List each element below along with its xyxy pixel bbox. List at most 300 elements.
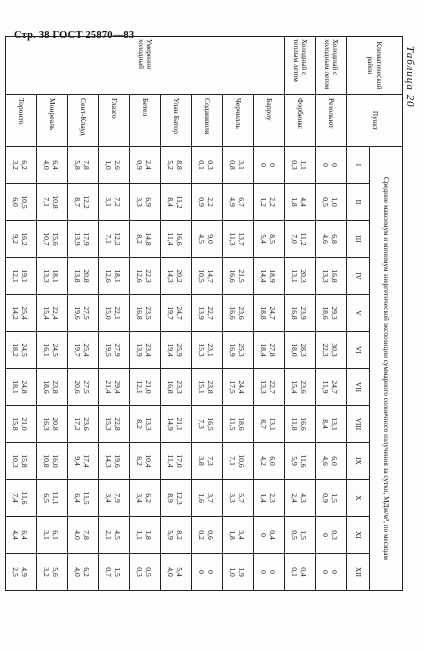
min-value: 8,4 [166, 197, 175, 207]
min-value: 0,5 [321, 197, 330, 207]
value-cell [254, 480, 285, 517]
page-header: Стр. 38 ГОСТ 25870—83 [14, 30, 135, 41]
min-value: 5,9 [290, 456, 299, 466]
value-cell [68, 369, 99, 406]
month-header-7: VII [347, 369, 370, 406]
value-cell [192, 258, 223, 295]
value-cell [161, 406, 192, 443]
max-value: 17,4 [81, 454, 91, 468]
value-cell [254, 295, 285, 332]
max-value: 4,3 [298, 493, 308, 503]
max-value: 22,3 [143, 269, 153, 283]
value-cell [99, 221, 130, 258]
region-header: Климатический район [347, 37, 403, 95]
value-cell [161, 221, 192, 258]
min-value: 12,1 [135, 380, 144, 394]
min-value: 0,2 [197, 530, 206, 540]
max-value: 27,9 [112, 343, 122, 357]
min-value: 13,3 [321, 269, 330, 283]
month-header-8: VIII [347, 406, 370, 443]
value-cell [37, 369, 68, 406]
min-value: 0,9 [135, 160, 144, 170]
value-cell [161, 295, 192, 332]
min-value: 12,1 [11, 269, 20, 283]
max-value: 5,6 [50, 567, 60, 577]
value-cell [130, 369, 161, 406]
min-value: 10,7 [42, 232, 51, 246]
value-cell [99, 443, 130, 480]
min-value: 12,6 [104, 269, 113, 283]
value-cell [285, 443, 316, 480]
max-value: 3,4 [236, 530, 246, 540]
value-cell [254, 258, 285, 295]
table-row [99, 37, 130, 591]
max-value: 18,9 [267, 269, 277, 283]
value-cell [68, 295, 99, 332]
value-cell [6, 147, 37, 184]
point-name: Улан Батор [161, 95, 192, 147]
max-value: 25,4 [19, 306, 29, 320]
min-value: 0,5 [290, 530, 299, 540]
min-value: 3,4 [135, 493, 144, 503]
min-value: 6,0 [11, 197, 20, 207]
min-value: 14,2 [11, 306, 20, 320]
max-value: 0 [329, 163, 339, 167]
value-cell [37, 443, 68, 480]
max-value: 2,6 [112, 160, 122, 170]
value-cell [223, 184, 254, 221]
max-value: 13,1 [329, 417, 339, 431]
max-value: 20,2 [174, 269, 184, 283]
max-value: 22,7 [267, 380, 277, 394]
value-cell [37, 258, 68, 295]
min-value: 3,1 [42, 530, 51, 540]
max-value: 16,6 [174, 232, 184, 246]
value-cell [223, 295, 254, 332]
min-value: 10,5 [197, 269, 206, 283]
value-cell [316, 295, 347, 332]
max-value: 1,5 [329, 493, 339, 503]
max-value: 7,9 [112, 493, 122, 503]
max-value: 14,8 [143, 232, 153, 246]
min-value: 11,8 [290, 417, 299, 431]
min-value: 15,3 [104, 417, 113, 431]
max-value: 23,6 [298, 380, 308, 394]
table-row [68, 37, 99, 591]
value-cell [192, 332, 223, 369]
value-cell [130, 221, 161, 258]
value-cell [192, 517, 223, 554]
max-value: 27,8 [267, 343, 277, 357]
value-cell [316, 258, 347, 295]
value-cell [68, 332, 99, 369]
table-row [6, 37, 37, 591]
value-cell [68, 443, 99, 480]
value-cell [6, 443, 37, 480]
value-cell [68, 480, 99, 517]
min-value: 5,9 [166, 530, 175, 540]
min-value: 7,1 [228, 456, 237, 466]
min-value: 0,3 [135, 567, 144, 577]
min-value: 15,1 [197, 380, 206, 394]
max-value: 23,5 [143, 306, 153, 320]
max-value: 27,5 [81, 306, 91, 320]
min-value: 1,1 [135, 530, 144, 540]
min-value: 4,9 [228, 197, 237, 207]
max-value: 23,6 [81, 417, 91, 431]
min-value: 19,5 [104, 343, 113, 357]
max-value: 6,2 [81, 567, 91, 577]
value-cell [254, 332, 285, 369]
value-cell [6, 258, 37, 295]
min-value: 13,3 [42, 269, 51, 283]
min-value: 4,4 [11, 530, 20, 540]
table-title: Таблица 20 [404, 46, 416, 108]
value-cell [130, 554, 161, 591]
min-value: 16,8 [290, 306, 299, 320]
value-cell [130, 295, 161, 332]
min-value: 15,3 [197, 343, 206, 357]
max-value: 24,7 [174, 306, 184, 320]
max-value: 1,9 [236, 567, 246, 577]
max-value: 4,5 [112, 530, 122, 540]
max-value: 6,0 [329, 456, 339, 466]
max-value: 22,8 [112, 417, 122, 431]
value-cell [285, 517, 316, 554]
value-cell [161, 369, 192, 406]
month-header-9: IX [347, 443, 370, 480]
min-value: 4,0 [73, 567, 82, 577]
value-cell [37, 147, 68, 184]
point-header: Пункт [347, 95, 403, 147]
min-value: 2,5 [11, 567, 20, 577]
min-value: 4,2 [259, 456, 268, 466]
value-cell [254, 147, 285, 184]
month-header-6: VI [347, 332, 370, 369]
value-cell [223, 554, 254, 591]
max-value: 20,3 [298, 269, 308, 283]
min-value: 0,1 [197, 160, 206, 170]
value-cell [285, 295, 316, 332]
max-value: 18,6 [236, 417, 246, 431]
min-value: 16,6 [228, 269, 237, 283]
table-row [285, 37, 316, 591]
value-cell [223, 332, 254, 369]
max-value: 24,7 [267, 306, 277, 320]
value-cell [37, 554, 68, 591]
value-cell [68, 517, 99, 554]
max-value: 4,4 [298, 197, 308, 207]
min-value: 16,1 [42, 343, 51, 357]
value-cell [37, 480, 68, 517]
min-value: 2,4 [290, 493, 299, 503]
min-value: 13,9 [135, 343, 144, 357]
value-cell [6, 221, 37, 258]
value-cell [37, 295, 68, 332]
value-cell [161, 332, 192, 369]
min-value: 6,4 [73, 493, 82, 503]
max-value: 0,3 [205, 160, 215, 170]
max-value: 27,5 [81, 380, 91, 394]
min-value: 11,4 [166, 454, 175, 468]
max-value: 6,1 [50, 530, 60, 540]
max-value: 15,8 [19, 454, 29, 468]
min-value: 14,3 [104, 454, 113, 468]
min-value: 0 [321, 533, 330, 537]
min-value: 4,0 [166, 567, 175, 577]
min-value: 20,6 [73, 380, 82, 394]
max-value: 11,2 [174, 195, 184, 209]
min-value: 1,4 [259, 493, 268, 503]
max-value: 29,3 [329, 306, 339, 320]
value-cell [254, 554, 285, 591]
max-value: 0 [267, 163, 277, 167]
value-cell [254, 443, 285, 480]
table-row [130, 37, 161, 591]
min-value: 16,3 [42, 417, 51, 431]
month-header-11: XI [347, 517, 370, 554]
min-value: 19,6 [73, 306, 82, 320]
table-body [6, 37, 347, 591]
value-cell [37, 184, 68, 221]
month-header-4: IV [347, 258, 370, 295]
max-value: 16,8 [329, 269, 339, 283]
value-cell [285, 554, 316, 591]
min-value: 10,3 [11, 454, 20, 468]
value-cell [192, 480, 223, 517]
value-cell [254, 221, 285, 258]
min-value: 7,1 [42, 197, 51, 207]
value-cell [6, 184, 37, 221]
min-value: 8,2 [135, 419, 144, 429]
max-value: 11,6 [19, 491, 29, 505]
max-value: 10,5 [19, 195, 29, 209]
max-value: 24,4 [236, 380, 246, 394]
min-value: 1,0 [104, 160, 113, 170]
max-value: 0,4 [267, 530, 277, 540]
max-value: 13,3 [143, 417, 153, 431]
min-value: 11,9 [321, 380, 330, 394]
max-value: 15,6 [50, 232, 60, 246]
value-cell [223, 406, 254, 443]
max-value: 12,2 [81, 195, 91, 209]
value-cell [316, 443, 347, 480]
min-value: 4,6 [321, 456, 330, 466]
value-cell [99, 406, 130, 443]
value-cell [161, 184, 192, 221]
min-value: 18,6 [321, 306, 330, 320]
max-value: 25,4 [81, 343, 91, 357]
max-value: 2,2 [267, 197, 277, 207]
min-value: 8,7 [73, 197, 82, 207]
max-value: 23,3 [174, 380, 184, 394]
value-cell [99, 258, 130, 295]
value-cell [316, 406, 347, 443]
max-value: 12,3 [174, 491, 184, 505]
max-value: 23,9 [298, 306, 308, 320]
value-cell [316, 554, 347, 591]
min-value: 18,4 [259, 343, 268, 357]
min-value: 3,3 [228, 493, 237, 503]
min-value: 0 [259, 163, 268, 167]
value-cell [192, 406, 223, 443]
max-value: 21,5 [236, 269, 246, 283]
value-cell [192, 295, 223, 332]
min-value: 3,4 [104, 493, 113, 503]
value-cell [37, 332, 68, 369]
min-value: 4,0 [42, 160, 51, 170]
min-value: 0,1 [290, 567, 299, 577]
min-value: 9,2 [11, 234, 20, 244]
point-name: Бетел [130, 95, 161, 147]
value-cell [285, 369, 316, 406]
point-name: Резольют [316, 95, 347, 147]
table-row [223, 37, 254, 591]
min-value: 13,9 [197, 306, 206, 320]
max-value: 6,4 [19, 530, 29, 540]
min-value: 19,7 [73, 343, 82, 357]
value-cell [285, 184, 316, 221]
max-value: 18,1 [50, 269, 60, 283]
min-value: 3,8 [197, 456, 206, 466]
value-cell [161, 554, 192, 591]
min-value: 12,6 [135, 269, 144, 283]
min-value: 11,4 [166, 232, 175, 246]
min-value: 16,6 [228, 306, 237, 320]
value-cell [316, 517, 347, 554]
value-cell [130, 332, 161, 369]
table-row [37, 37, 68, 591]
min-value: 0,3 [290, 160, 299, 170]
point-name: Фэрбенкс [285, 95, 316, 147]
value-cell [6, 406, 37, 443]
value-cell [99, 554, 130, 591]
max-value: 1,5 [298, 530, 308, 540]
region-cell: Холодный с теплым летом [285, 37, 316, 95]
value-cell [6, 332, 37, 369]
max-value: 30,3 [329, 343, 339, 357]
region-cell: Умеренно холодный [6, 37, 285, 95]
max-value: 24,7 [329, 380, 339, 394]
min-value: 18,6 [42, 380, 51, 394]
max-value: 9,0 [205, 234, 215, 244]
max-value: 8,2 [174, 530, 184, 540]
max-value: 23,4 [143, 343, 153, 357]
min-value: 0 [259, 570, 268, 574]
value-cell [254, 517, 285, 554]
value-cell [254, 406, 285, 443]
min-value: 9,4 [73, 456, 82, 466]
value-cell [192, 184, 223, 221]
value-cell [223, 221, 254, 258]
max-value: 29,4 [112, 380, 122, 394]
max-value: 7,3 [205, 456, 215, 466]
value-cell [223, 369, 254, 406]
max-value: 0 [205, 570, 215, 574]
value-cell [285, 221, 316, 258]
value-cell [161, 258, 192, 295]
max-value: 22,1 [112, 306, 122, 320]
max-value: 19,1 [19, 269, 29, 283]
max-value: 3,1 [236, 160, 246, 170]
value-cell [130, 517, 161, 554]
max-value: 11,1 [50, 491, 60, 505]
value-cell [6, 480, 37, 517]
max-value: 19,6 [112, 454, 122, 468]
min-value: 3,3 [135, 197, 144, 207]
min-value: 1,8 [290, 197, 299, 207]
month-header-5: V [347, 295, 370, 332]
value-cell [316, 369, 347, 406]
value-cell [161, 480, 192, 517]
month-header-10: X [347, 480, 370, 517]
min-value: 0 [259, 533, 268, 537]
max-value: 20,8 [81, 269, 91, 283]
point-name: Черчилль [223, 95, 254, 147]
value-cell [37, 406, 68, 443]
max-value: 6,0 [267, 456, 277, 466]
max-value: 17,0 [174, 454, 184, 468]
min-value: 18,0 [290, 343, 299, 357]
max-value: 5,4 [174, 567, 184, 577]
min-value: 4,0 [73, 530, 82, 540]
point-name: Торонто [6, 95, 37, 147]
max-value: 5,7 [236, 493, 246, 503]
value-cell [192, 221, 223, 258]
max-value: 18,1 [112, 269, 122, 283]
min-value: 17,2 [73, 417, 82, 431]
value-cell [192, 369, 223, 406]
value-cell [223, 480, 254, 517]
value-cell [99, 517, 130, 554]
max-value: 0,5 [143, 567, 153, 577]
value-cell [68, 221, 99, 258]
max-value: 22,7 [205, 306, 215, 320]
min-value: 11,3 [228, 232, 237, 246]
max-value: 1,5 [112, 567, 122, 577]
min-value: 16,9 [228, 343, 237, 357]
max-value: 8,5 [267, 234, 277, 244]
max-value: 16,6 [298, 417, 308, 431]
value-cell [285, 147, 316, 184]
max-value: 10,6 [236, 454, 246, 468]
min-value: 18,2 [11, 343, 20, 357]
max-value: 21,0 [19, 417, 29, 431]
min-value: 0,8 [228, 160, 237, 170]
min-value: 2,1 [104, 530, 113, 540]
min-value: 16,8 [135, 306, 144, 320]
min-value: 14,3 [166, 269, 175, 283]
value-cell [6, 517, 37, 554]
max-value: 6,9 [143, 197, 153, 207]
min-value: 6,2 [135, 456, 144, 466]
min-value: 0,7 [104, 567, 113, 577]
min-value: 5,2 [166, 160, 175, 170]
value-cell [161, 517, 192, 554]
max-value: 24,8 [19, 380, 29, 394]
max-value: 23,6 [236, 306, 246, 320]
max-value: 8,8 [174, 160, 184, 170]
max-value: 4,9 [19, 567, 29, 577]
max-value: 21,0 [143, 380, 153, 394]
min-value: 7,0 [290, 234, 299, 244]
value-cell [37, 221, 68, 258]
min-value: 22,3 [321, 343, 330, 357]
min-value: 15,4 [290, 380, 299, 394]
value-cell [316, 480, 347, 517]
min-value: 1,0 [228, 567, 237, 577]
max-value: 20,8 [50, 417, 60, 431]
